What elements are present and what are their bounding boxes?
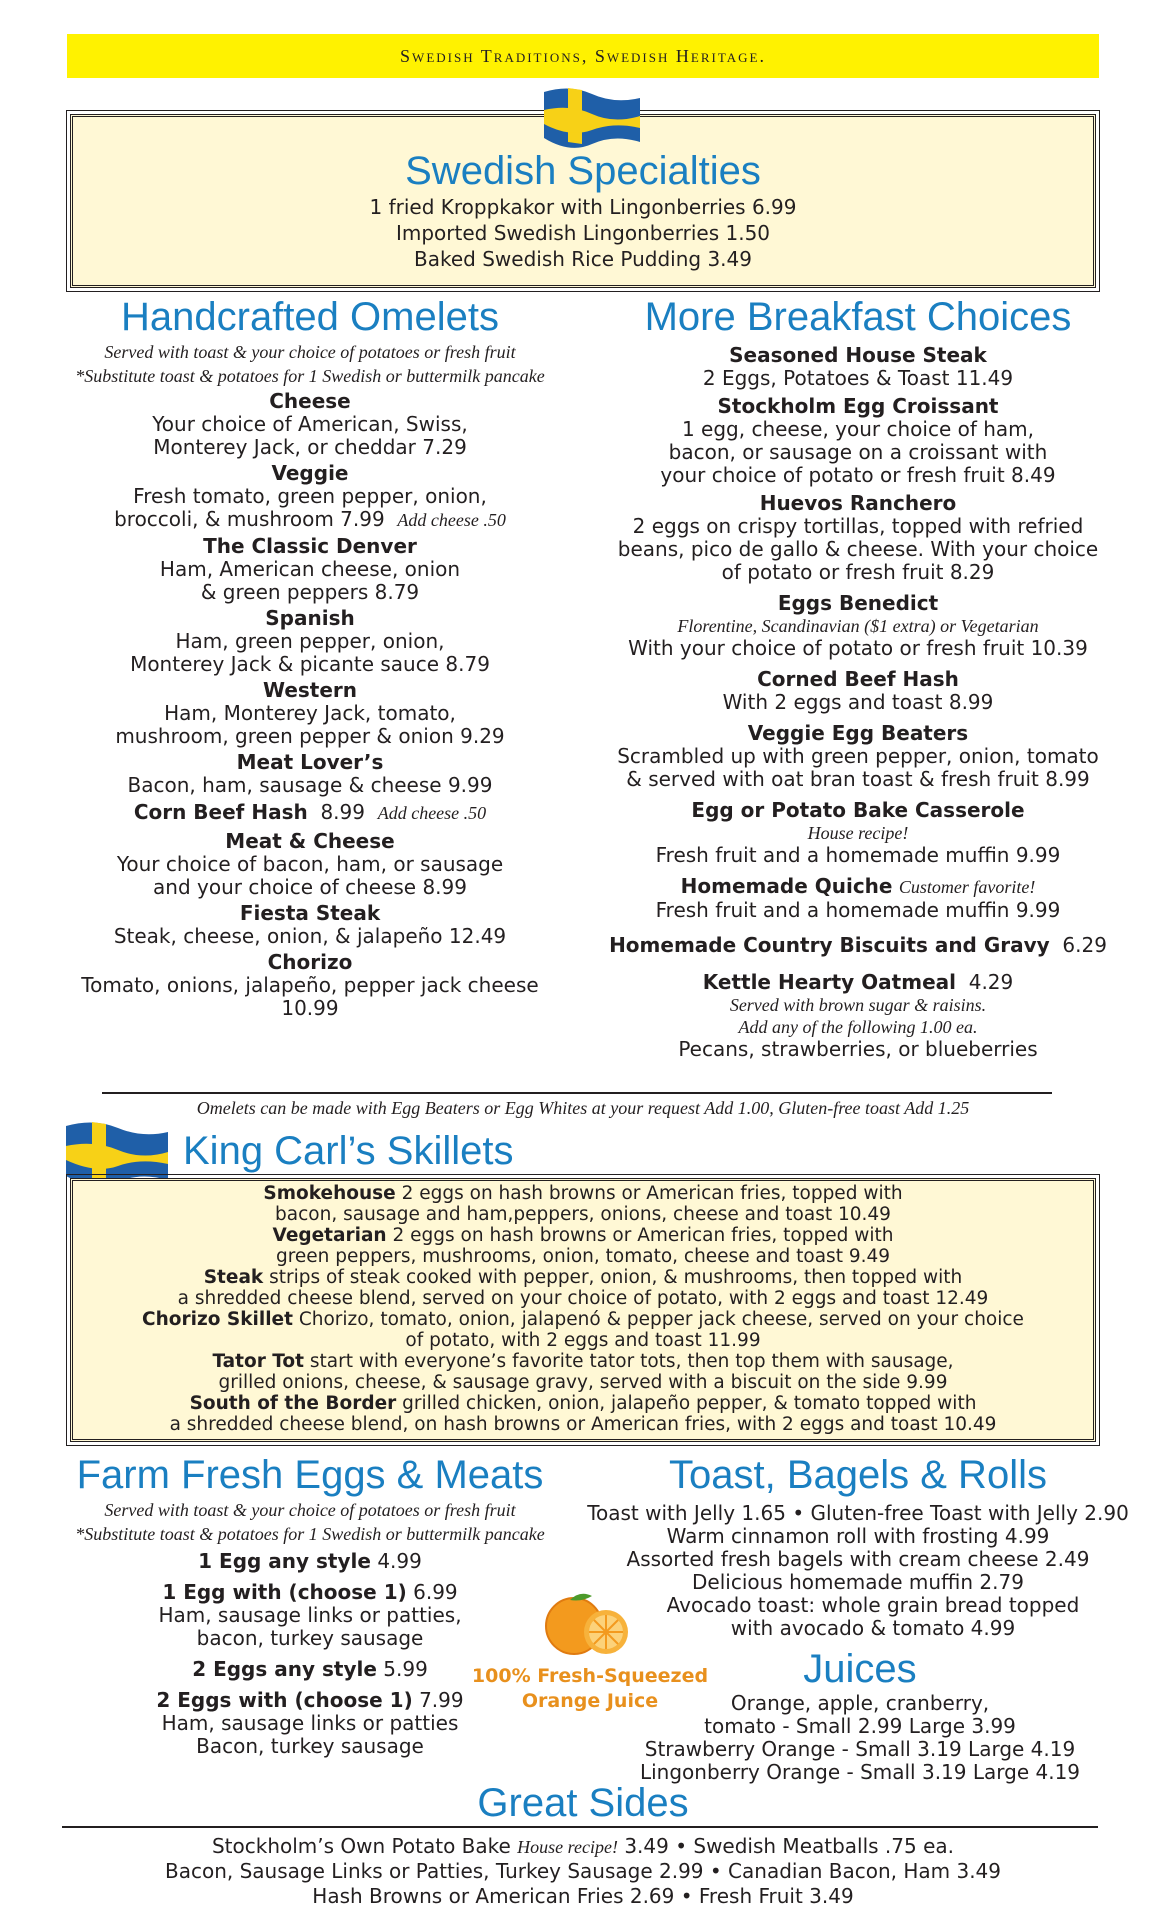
omelet-corn-beef-hash: Corn Beef Hash 8.99 Add cheese .50: [133, 800, 487, 824]
specialties-section: [70, 148, 1096, 272]
sides-line: Bacon, Sausage Links or Patties, Turkey Sausage 2.99 • Canadian Bacon, Ham 3.49: [164, 1859, 1001, 1883]
breakfast-veggie-egg-beaters: Veggie Egg Beaters Scrambled up with green pepper, onion, tomato & served with oat bran toast & fresh fruit 8.99: [617, 721, 1099, 791]
skillet-tator-tot: Tator Tot start with everyone’s favorite tator tots, then top them with sausage, grilled onions, cheese, & sausage gravy, served with a biscuit on the side 9.99: [212, 1351, 954, 1393]
juice-item: tomato - Small 2.99 Large 3.99: [704, 1714, 1016, 1738]
specialty-item: Imported Swedish Lingonberries 1.50: [395, 221, 771, 245]
omelet-meat-lovers: Meat Lover’s Bacon, ham, sausage & cheese 9.99: [127, 750, 493, 797]
juices-title: Juices: [803, 1647, 917, 1691]
eggs-section: [40, 1452, 580, 1761]
eggs-one-any-style: 1 Egg any style 4.99: [198, 1549, 422, 1573]
sides-title: Great Sides: [477, 1781, 689, 1825]
skillets-title: King Carl’s Skillets: [183, 1129, 514, 1173]
breakfast-section: [578, 294, 1138, 1064]
skillet-steak: Steak strips of steak cooked with pepper, onion, & mushrooms, then topped with a shredded cheese blend, served on your choice of potato, with 2 eggs and toast 12.49: [177, 1267, 989, 1309]
omelets-section: [40, 294, 580, 1023]
breakfast-corned-beef-hash: Corned Beef Hash With 2 eggs and toast 8.99: [722, 667, 994, 714]
toast-section: [578, 1452, 1138, 1640]
omelets-title: Handcrafted Omelets: [121, 295, 499, 339]
eggs-two-with-choice: 2 Eggs with (choose 1) 7.99 Ham, sausage links or patties Bacon, turkey sausage: [156, 1688, 464, 1758]
juice-item: Orange, apple, cranberry,: [730, 1691, 990, 1715]
breakfast-biscuits-gravy: Homemade Country Biscuits and Gravy 6.29: [609, 933, 1107, 957]
omelet-western: Western Ham, Monterey Jack, tomato, mushroom, green pepper & onion 9.29: [115, 678, 505, 748]
skillet-smokehouse: Smokehouse 2 eggs on hash browns or American fries, topped with bacon, sausage and ham,peppers, onions, cheese and toast 10.49: [263, 1183, 903, 1225]
specialty-item: Baked Swedish Rice Pudding 3.49: [414, 247, 752, 271]
omelet-divider: [102, 1092, 1052, 1094]
toast-item: Avocado toast: whole grain bread topped: [666, 1593, 1080, 1617]
orange-juice-promo: 100% Fresh-Squeezed Orange Juice: [471, 1665, 709, 1712]
omelet-meat-cheese: Meat & Cheese Your choice of bacon, ham, or sausage and your choice of cheese 8.99: [116, 829, 504, 899]
breakfast-huevos-ranchero: Huevos Ranchero 2 eggs on crispy tortillas, topped with refried beans, pico de gallo & cheese. With your choice of potato or fresh fruit 8.29: [617, 491, 1099, 584]
omelets-note: Served with toast & your choice of potatoes or fresh fruit: [104, 342, 516, 362]
skillets-list: [70, 1183, 1096, 1435]
breakfast-egg-croissant: Stockholm Egg Croissant 1 egg, cheese, your choice of ham, bacon, or sausage on a croissant with your choice of potato or fresh fruit 8.49: [660, 394, 1056, 487]
sides-line: Stockholm’s Own Potato Bake House recipe! 3.49 • Swedish Meatballs .75 ea.: [211, 1834, 955, 1858]
breakfast-title: More Breakfast Choices: [644, 295, 1072, 339]
juice-item: Lingonberry Orange - Small 3.19 Large 4.19: [639, 1760, 1081, 1784]
omelet-fiesta-steak: Fiesta Steak Steak, cheese, onion, & jalapeño 12.49: [113, 901, 507, 948]
breakfast-eggs-benedict: Eggs Benedict Florentine, Scandinavian ($1 extra) or Vegetarian With your choice of potato or fresh fruit 10.39: [628, 591, 1088, 660]
omelets-note: *Substitute toast & potatoes for 1 Swedish or buttermilk pancake: [75, 366, 545, 386]
sides-list: [0, 1834, 1166, 1909]
eggs-one-with-choice: 1 Egg with (choose 1) 6.99 Ham, sausage links or patties, bacon, turkey sausage: [158, 1580, 462, 1650]
omelet-spanish: Spanish Ham, green pepper, onion, Monterey Jack & picante sauce 8.79: [130, 606, 490, 676]
breakfast-oatmeal: Kettle Hearty Oatmeal 4.29 Served with brown sugar & raisins. Add any of the following 1.00 ea. Pecans, strawberries, or blueberries: [678, 970, 1038, 1061]
skillet-chorizo: Chorizo Skillet Chorizo, tomato, onion, jalapenó & pepper jack cheese, served on your choice of potato, with 2 eggs and toast 11.99: [142, 1309, 1024, 1351]
banner-text: Swedish Traditions, Swedish Heritage.: [400, 45, 766, 66]
toast-title: Toast, Bagels & Rolls: [669, 1453, 1047, 1497]
skillet-vegetarian: Vegetarian 2 eggs on hash browns or American fries, topped with green peppers, mushrooms, onion, tomato, cheese and toast 9.49: [272, 1225, 894, 1267]
omelet-cheese: Cheese Your choice of American, Swiss, Monterey Jack, or cheddar 7.29: [152, 389, 468, 459]
skillet-south-of-the-border: South of the Border grilled chicken, onion, jalapeño pepper, & tomato topped with a shredded cheese blend, on hash browns or American fries, with 2 eggs and toast 10.49: [169, 1393, 997, 1435]
omelet-veggie: Veggie Fresh tomato, green pepper, onion, broccoli, & mushroom 7.99 Add cheese .50: [114, 461, 506, 531]
omelet-chorizo: Chorizo Tomato, onions, jalapeño, pepper jack cheese 10.99: [81, 950, 539, 1020]
omelet-footer-note: Omelets can be made with Egg Beaters or Egg Whites at your request Add 1.00, Gluten-free toast Add 1.25: [196, 1098, 970, 1118]
swedish-flag-icon: [540, 84, 644, 150]
toast-item: Toast with Jelly 1.65 • Gluten-free Toast with Jelly 2.90: [587, 1501, 1129, 1525]
toast-item: with avocado & tomato 4.99: [730, 1616, 1016, 1640]
eggs-two-any-style: 2 Eggs any style 5.99: [192, 1657, 428, 1681]
eggs-note: *Substitute toast & potatoes for 1 Swedish or buttermilk pancake: [75, 1524, 545, 1544]
juice-item: Strawberry Orange - Small 3.19 Large 4.19: [644, 1737, 1076, 1761]
specialty-item: 1 fried Kroppkakor with Lingonberries 6.99: [369, 195, 797, 219]
top-banner: [67, 34, 1099, 78]
juices-section: [600, 1646, 1120, 1784]
eggs-title: Farm Fresh Eggs & Meats: [76, 1453, 544, 1497]
sides-line: Hash Browns or American Fries 2.69 • Fresh Fruit 3.49: [312, 1884, 854, 1908]
omelet-denver: The Classic Denver Ham, American cheese, onion & green peppers 8.79: [159, 534, 461, 604]
toast-item: Assorted fresh bagels with cream cheese 2.49: [626, 1547, 1090, 1571]
eggs-note: Served with toast & your choice of potatoes or fresh fruit: [104, 1500, 516, 1520]
breakfast-quiche: Homemade Quiche Customer favorite! Fresh fruit and a homemade muffin 9.99: [655, 874, 1061, 922]
specialties-title: Swedish Specialties: [405, 149, 761, 193]
breakfast-house-steak: Seasoned House Steak 2 Eggs, Potatoes & Toast 11.49: [702, 343, 1014, 390]
breakfast-casserole: Egg or Potato Bake Casserole House recipe! Fresh fruit and a homemade muffin 9.99: [655, 798, 1061, 867]
sides-divider: [62, 1826, 1098, 1828]
toast-item: Delicious homemade muffin 2.79: [692, 1570, 1024, 1594]
toast-item: Warm cinnamon roll with frosting 4.99: [666, 1524, 1050, 1548]
